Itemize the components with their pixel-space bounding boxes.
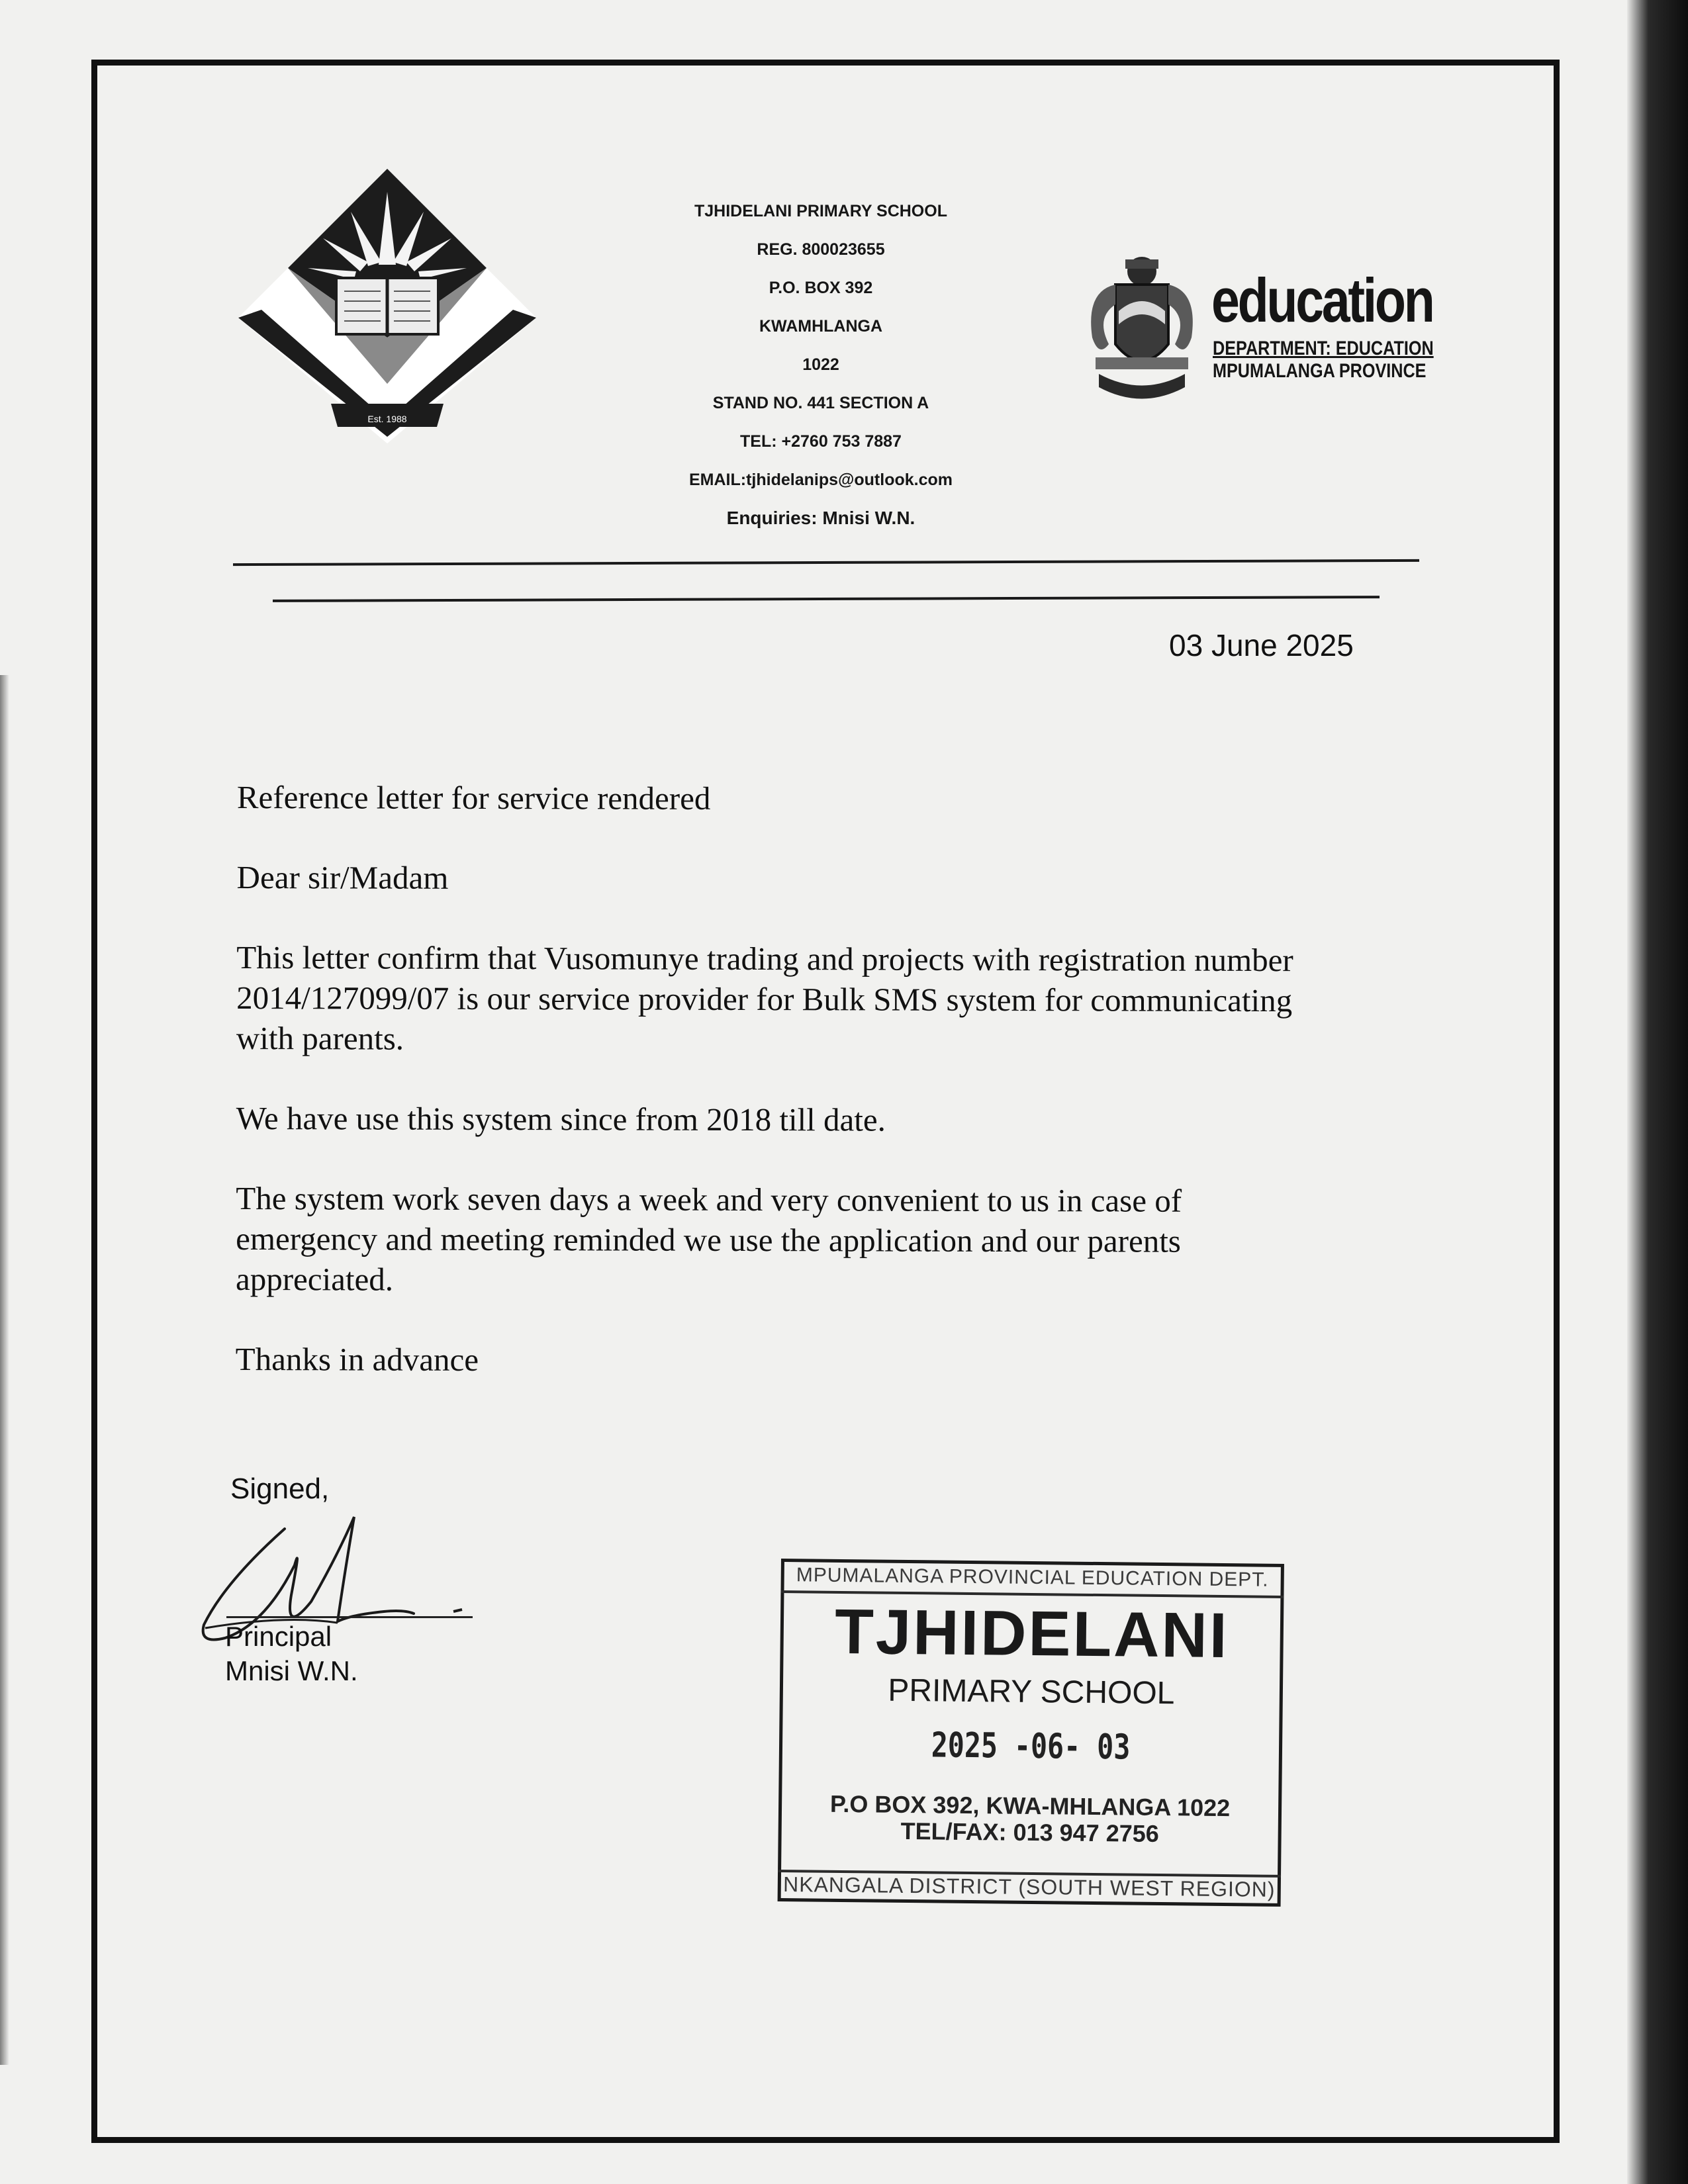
enquiries: Enquiries: Mnisi W.N. (726, 508, 915, 528)
postal-code: 1022 (802, 355, 839, 374)
signature-line (226, 1616, 473, 1618)
scan-shadow-edge (1627, 0, 1688, 2184)
signed-label: Signed, (230, 1473, 330, 1505)
school-stamp (778, 1559, 1284, 1907)
letter-body (236, 777, 1323, 1382)
signatory-name: Mnisi W.N. (225, 1655, 358, 1686)
stamp-district: NKANGALA DISTRICT (SOUTH WEST REGION) (782, 1872, 1276, 1901)
scan-shadow-left (0, 675, 9, 2065)
stamp-address (778, 1790, 1282, 1848)
stamp-school-name: TJHIDELANI (834, 1596, 1230, 1672)
stamp-department: MPUMALANGA PROVINCIAL EDUCATION DEPT. (796, 1564, 1269, 1591)
school-logo-icon (225, 165, 549, 450)
stamp-date: 2025 -06- 03 (931, 1725, 1131, 1768)
stamp-postal-address: P.O BOX 392, KWA-MHLANGA 1022 (829, 1790, 1231, 1822)
education-wordmark: education (1211, 265, 1433, 335)
stamp-school-type: PRIMARY SCHOOL (888, 1672, 1175, 1711)
town: KWAMHLANGA (759, 317, 883, 336)
letter-closing: Thanks in advance (235, 1340, 479, 1378)
stand-address: STAND NO. 441 SECTION A (712, 394, 929, 412)
school-name: TJHIDELANI PRIMARY SCHOOL (694, 202, 947, 220)
po-box: P.O. BOX 392 (769, 279, 873, 297)
paragraph-usage-period: We have use this system since from 2018 till date. (236, 1099, 886, 1138)
paragraph-convenience: The system work seven days a week and very convenient to us in case of emergency and meeting reminded we use the application and our parents appreciated. (235, 1179, 1182, 1298)
telephone: TEL: +2760 753 7887 (740, 432, 902, 451)
stamp-telfax: TEL/FAX: 013 947 2756 (900, 1817, 1160, 1847)
department-logo (1079, 245, 1434, 417)
letter-date: 03 June 2025 (1169, 628, 1354, 662)
email: EMAIL:tjhidelanips@outlook.com (689, 471, 953, 489)
signatory-title: Principal (225, 1621, 332, 1652)
svg-text:Est. 1988: Est. 1988 (367, 414, 407, 424)
department-line: DEPARTMENT: EDUCATION (1213, 338, 1434, 359)
registration-number: REG. 800023655 (757, 240, 885, 259)
paragraph-service-provider: This letter confirm that Vusomunye trading and projects with registration number 2014/127099/07 is our service provider for Bulk SMS system for communicating with parents. (236, 938, 1293, 1057)
signatory (225, 1619, 358, 1688)
letter-subject: Reference letter for service rendered (236, 779, 711, 817)
province-line: MPUMALANGA PROVINCE (1213, 360, 1427, 382)
department-subtitle (1213, 338, 1434, 383)
letter-greeting: Dear sir/Madam (236, 858, 449, 896)
letterhead (583, 192, 1059, 537)
coat-of-arms-icon (1079, 245, 1205, 410)
